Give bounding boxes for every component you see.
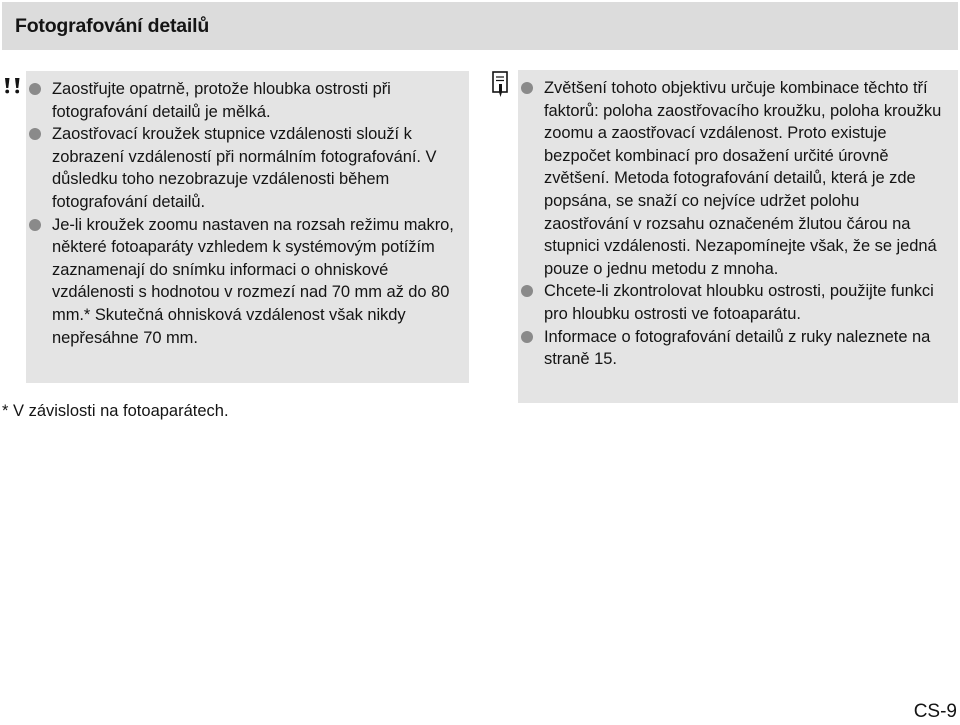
note-icon xyxy=(492,71,508,99)
bullet-icon xyxy=(29,128,41,140)
list-item xyxy=(518,280,948,325)
note-panel xyxy=(518,70,958,403)
list-item xyxy=(26,123,456,213)
note-item-text: Zvětšení tohoto objektivu určuje kombinace těchto tří faktorů: poloha zaostřovacího kroužku, poloha kroužku zoomu a zaostřovací vzdálenost. Proto existuje bezpočet kombinací pro dosažení určité úrovně zvětšení. Metoda fotografování detailů, která je zde popsána, se snaží co nejvíce udržet polohu zaostřování v rozsahu označeném žlutou čárou na stupnici vzdálenosti. Nezapomínejte však, že se jedná pouze o jednu metodu z mnoha. xyxy=(544,79,942,278)
bullet-icon xyxy=(521,82,533,94)
caution-panel xyxy=(26,71,469,383)
caution-list xyxy=(26,78,456,349)
bullet-icon xyxy=(29,219,41,231)
page-number: CS-9 xyxy=(913,701,957,722)
section-header xyxy=(2,2,958,50)
list-item xyxy=(26,214,456,350)
caution-item-text: Zaostřovací kroužek stupnice vzdálenosti slouží k zobrazení vzdáleností při normálním fotografování. V důsledku toho nezobrazuje vzdálenosti během fotografování detailů. xyxy=(52,125,437,211)
caution-item-text: Zaostřujte opatrně, protože hloubka ostrosti při fotografování detailů je mělká. xyxy=(52,80,391,121)
list-item xyxy=(518,77,948,280)
note-item-text: Chcete-li zkontrolovat hloubku ostrosti, použijte funkci pro hloubku ostrosti ve fotoaparátu. xyxy=(544,282,934,323)
caution-icon xyxy=(2,73,24,95)
note-item-text: Informace o fotografování detailů z ruky naleznete na straně 15. xyxy=(544,327,931,369)
list-item xyxy=(518,326,948,371)
footnote: * V závislosti na fotoaparátech. xyxy=(2,402,229,420)
note-list xyxy=(518,77,948,371)
page-title: Fotografování detailů xyxy=(15,15,210,37)
caution-item-text: Je-li kroužek zoomu nastaven na rozsah režimu makro, některé fotoaparáty vzhledem k systémovým potížím zaznamenají do snímku informaci o ohniskové vzdálenosti s hodnotou v rozmezí nad 70 mm až do 80 mm.* Skutečná ohnisková vzdálenost však nikdy nepřesáhne 70 mm. xyxy=(52,215,454,347)
bullet-icon xyxy=(521,331,533,343)
bullet-icon xyxy=(521,285,533,297)
bullet-icon xyxy=(29,83,41,95)
list-item xyxy=(26,78,456,123)
